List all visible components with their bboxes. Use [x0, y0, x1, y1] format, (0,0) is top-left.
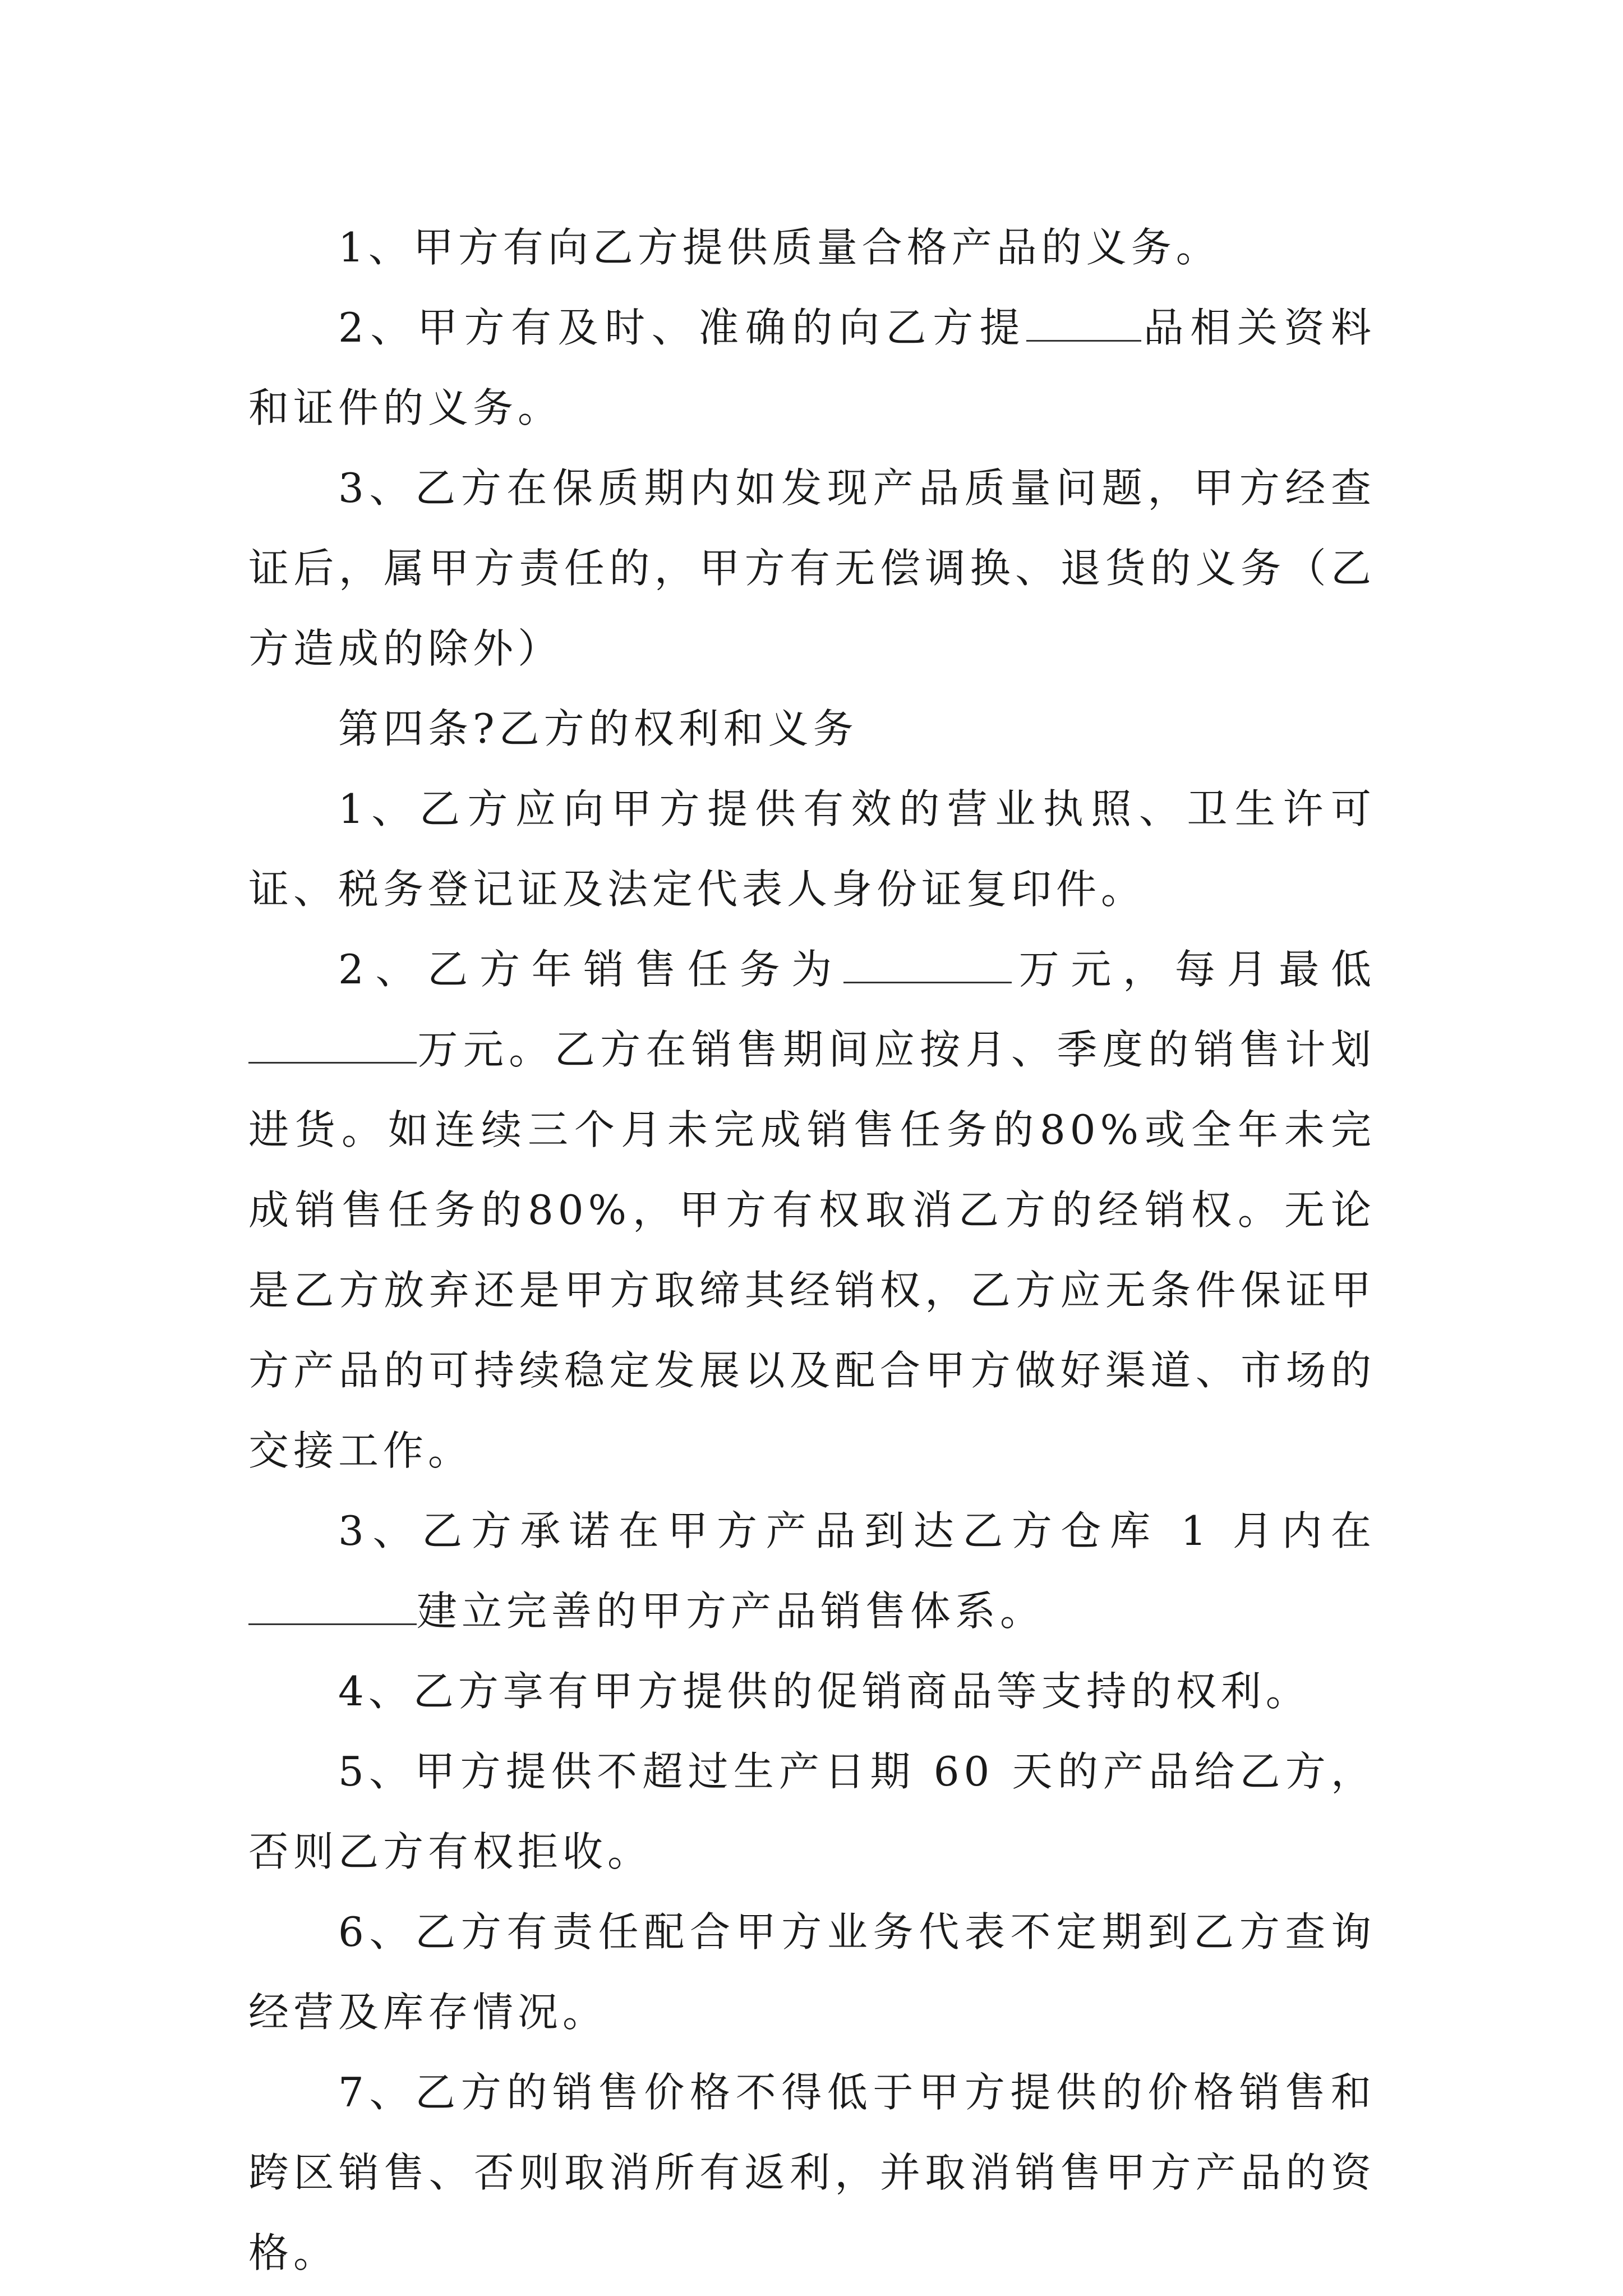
paragraph-text-part2: 万元，每月最低	[1011, 946, 1376, 993]
paragraph-obligation-1	[248, 208, 1376, 288]
heading-text: 第四条?乙方的权利和义务	[338, 705, 858, 752]
paragraph-text: 2、甲方有及时、准确的向乙方提	[338, 304, 1027, 351]
paragraph-text-part3: 万元。乙方在销售期间应按月、季度的销售计划进货。如连续三个月未完成销售任务的80%或全年未完成销售任务的80%，甲方有权取消乙方的经销权。无论是乙方放弃还是甲方取缔其经销权，乙方应无条件保证甲方产品的可持续稳定发展以及配合甲方做好渠道、市场的交接工作。	[248, 1026, 1376, 1474]
paragraph-text-part1: 3、乙方承诺在甲方产品到达乙方仓库 1 月内在	[338, 1507, 1376, 1554]
paragraph-text: 1、甲方有向乙方提供质量合格产品的义务。	[338, 224, 1221, 271]
paragraph-article4-item-3	[248, 1491, 1376, 1651]
paragraph-text-part2: 建立完善的甲方产品销售体系。	[417, 1588, 1045, 1635]
paragraph-text-part1: 2、乙方年销售任务为	[338, 946, 843, 993]
paragraph-article4-item-2	[248, 930, 1376, 1491]
paragraph-article4-item-6	[248, 1892, 1376, 2053]
document-body	[248, 208, 1376, 2293]
paragraph-text: 7、乙方的销售价格不得低于甲方提供的价格销售和跨区销售、否则取消所有返利，并取消销售甲方产品的资格。	[248, 2069, 1376, 2276]
paragraph-article4-item-4	[248, 1651, 1376, 1732]
paragraph-text: 3、乙方在保质期内如发现产品质量问题，甲方经查证后，属甲方责任的，甲方有无偿调换、退货的义务（乙方造成的除外）	[248, 464, 1376, 672]
paragraph-text: 1、乙方应向甲方提供有效的营业执照、卫生许可证、税务登记证及法定代表人身份证复印件。	[248, 785, 1376, 913]
paragraph-article4-item-7	[248, 2053, 1376, 2293]
paragraph-article4-item-5	[248, 1732, 1376, 1892]
section-heading-article-4	[248, 689, 1376, 769]
paragraph-obligation-3	[248, 448, 1376, 689]
annual-sales-blank[interactable]	[843, 947, 1012, 983]
location-blank[interactable]	[248, 1589, 417, 1625]
fill-in-blank[interactable]	[1026, 305, 1141, 342]
paragraph-obligation-2	[248, 288, 1376, 448]
paragraph-text-rest: 品相关资料和证件的义务。	[248, 304, 1376, 431]
paragraph-text: 5、甲方提供不超过生产日期 60 天的产品给乙方，否则乙方有权拒收。	[248, 1748, 1376, 1875]
monthly-minimum-blank[interactable]	[248, 1027, 417, 1064]
paragraph-article4-item-1	[248, 769, 1376, 930]
paragraph-text: 4、乙方享有甲方提供的促销商品等支持的权利。	[338, 1668, 1311, 1715]
paragraph-text: 6、乙方有责任配合甲方业务代表不定期到乙方查询经营及库存情况。	[248, 1908, 1376, 2036]
